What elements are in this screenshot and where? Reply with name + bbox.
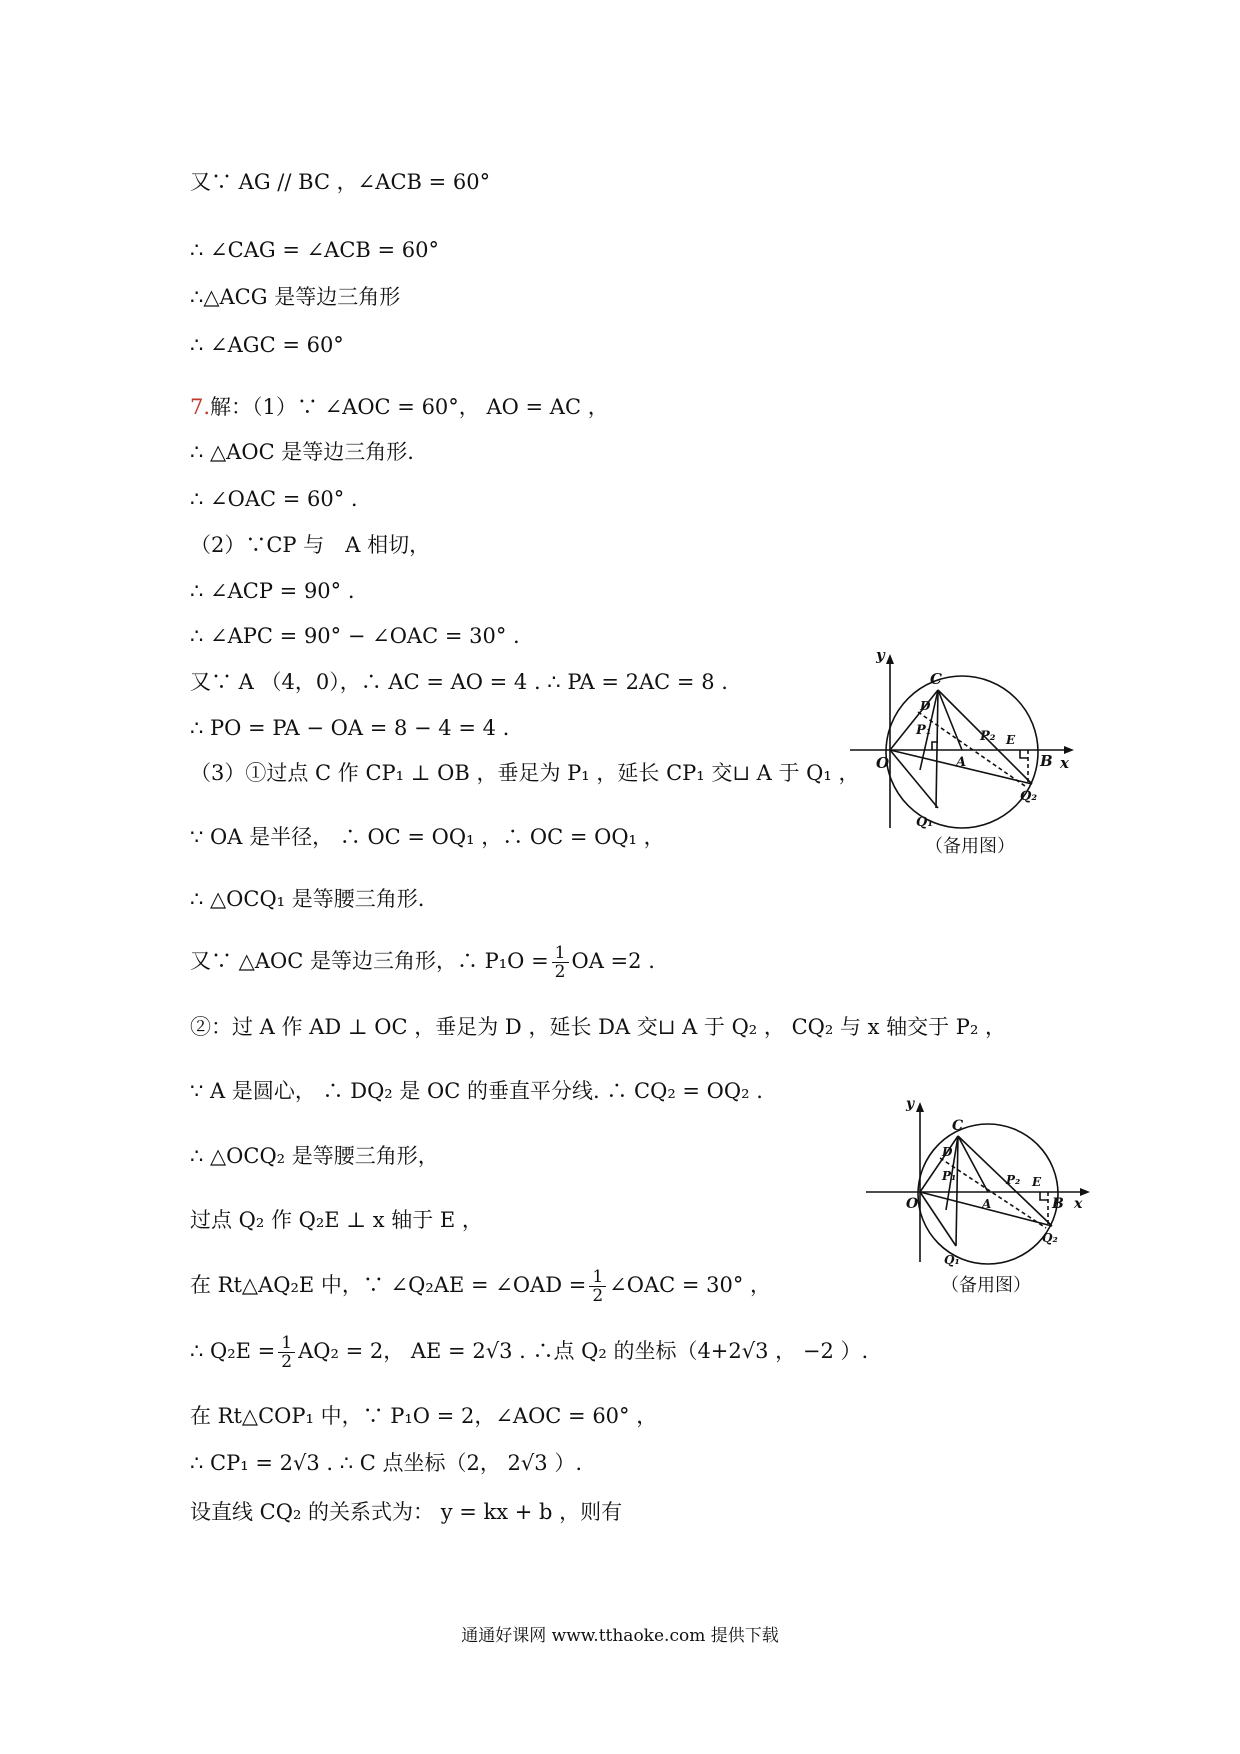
label-x: x [1060, 754, 1069, 772]
figure-caption-1: （备用图） [925, 836, 1015, 857]
text-line: 又∵ AG // BC ，∠ACB = 60° [190, 170, 491, 194]
fraction: $\frac{1}{2}$ [589, 1268, 606, 1305]
problem-number: 7. [190, 395, 211, 419]
label-P1: P₁ [916, 723, 932, 738]
label-B: B [1040, 752, 1053, 770]
text-line: ∴△ACG 是等边三角形 [190, 285, 401, 309]
text-line: 在 Rt△COP₁ 中，∵ P₁O = 2，∠AOC = 60° ， [190, 1404, 658, 1428]
text-line: ∴ ∠ACP = 90° . [190, 579, 355, 603]
fraction: $\frac{1}{2}$ [552, 944, 569, 981]
label-A: A [956, 755, 967, 770]
label-x: x [1074, 1196, 1083, 1212]
label-B: B [1052, 1196, 1064, 1212]
label-Q1: Q₁ [944, 1253, 960, 1267]
text-line: ∴ ∠AGC = 60° [190, 333, 344, 357]
text-line: ∵ OA 是半径， ∴ OC = OQ₁ ，∴ OC = OQ₁ ， [190, 825, 665, 849]
text-line: （2）∵CP 与 A 相切， [190, 533, 431, 557]
text-line-fraction: 又∵ △AOC 是等边三角形，∴ P₁O = $\frac{1}{2}$ OA =2 . [190, 943, 655, 982]
label-Q2: Q₂ [1020, 789, 1038, 804]
text-line: ②：过 A 作 AD ⊥ OC ，垂足为 D ，延长 DA 交⊔ A 于 Q₂ ， CQ₂ 与 x 轴交于 P₂ ， [190, 1015, 1007, 1039]
label-y: y [876, 648, 885, 664]
text-line: ∴ △OCQ₁ 是等腰三角形. [190, 887, 425, 911]
text-line: （3）①过点 C 作 CP₁ ⊥ OB ，垂足为 P₁ ，延长 CP₁ 交⊔ A 于 Q₁ ， [190, 761, 860, 785]
label-O: O [906, 1196, 919, 1212]
label-D: D [942, 1145, 953, 1159]
text-line: ∵ A 是圆心， ∴ DQ₂ 是 OC 的垂直平分线. ∴ CQ₂ = OQ₂ . [190, 1079, 763, 1103]
figure-caption-2: （备用图） [941, 1275, 1031, 1296]
label-P2: P₂ [980, 729, 996, 744]
text-line-fraction: 在 Rt△AQ₂E 中，∵ ∠Q₂AE = ∠OAD = $\frac{1}{2}$ ∠OAC = 30° ， [190, 1267, 772, 1306]
fraction: $\frac{1}{2}$ [278, 1334, 295, 1371]
text-line: ∴ PO = PA − OA = 8 − 4 = 4 . [190, 716, 510, 740]
text-line: ∴ △AOC 是等边三角形. [190, 440, 414, 464]
text-line: ∴ ∠APC = 90° − ∠OAC = 30° . [190, 624, 520, 648]
text-line: ∴ ∠CAG = ∠ACB = 60° [190, 238, 440, 262]
text-line-fraction: ∴ Q₂E = $\frac{1}{2}$ AQ₂ = 2， AE = 2√3 . ∴点 Q₂ 的坐标（4+2√3 ， −2 ）. [190, 1333, 869, 1372]
text-line: 又∵ A （4，0），∴ AC = AO = 4 . ∴ PA = 2AC = 8 . [190, 670, 728, 694]
label-C: C [930, 670, 942, 688]
label-C: C [952, 1118, 964, 1134]
text-line: ∴ △OCQ₂ 是等腰三角形， [190, 1144, 439, 1168]
text-line: 设直线 CQ₂ 的关系式为： y = kx + b ，则有 [190, 1500, 623, 1524]
label-P2: P₂ [1006, 1173, 1021, 1187]
label-P1: P₁ [942, 1169, 957, 1183]
label-E: E [1006, 733, 1016, 747]
label-y: y [906, 1096, 915, 1112]
label-O: O [876, 754, 890, 772]
text-line: ∴ CP₁ = 2√3 . ∴ C 点坐标（2， 2√3 ）. [190, 1451, 582, 1475]
text-line: 过点 Q₂ 作 Q₂E ⊥ x 轴于 E ， [190, 1208, 483, 1232]
label-D: D [920, 699, 931, 713]
text-line: ∴ ∠OAC = 60° . [190, 487, 358, 511]
label-Q2: Q₂ [1042, 1231, 1058, 1245]
label-A: A [982, 1197, 992, 1211]
label-Q1: Q₁ [916, 815, 934, 830]
problem-7-line: 7.解：（1）∵ ∠AOC = 60°， AO = AC ， [190, 395, 609, 419]
label-E: E [1032, 1175, 1042, 1189]
page-footer: 通通好课网 www.tthaoke.com 提供下载 [461, 1626, 779, 1646]
